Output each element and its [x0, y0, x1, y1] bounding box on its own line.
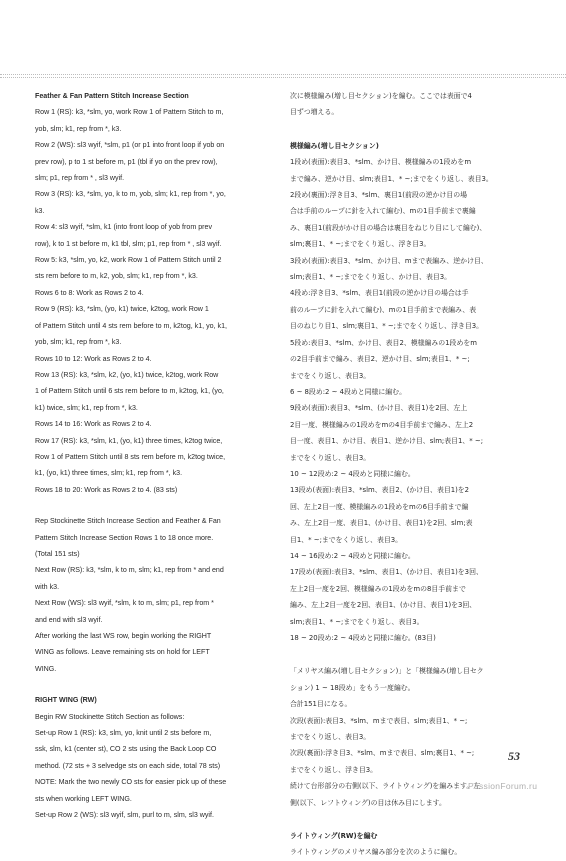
text-line: Rows 6 to 8: Work as Rows 2 to 4.	[35, 288, 144, 297]
text-line: Row 1 of Pattern Stitch until 8 sts rem before m, k2tog twice,	[35, 452, 226, 461]
text-line: Set-up Row 2 (WS): sl3 wyif, slm, purl to m, slm, sl3 wyif.	[35, 811, 214, 820]
text-line: of Pattern Stitch until 4 sts rem before to m, k2tog, k1, yo, k1,	[35, 321, 228, 330]
text-line: 10 ~ 12段め:2 ~ 4段めと同様に編む。	[290, 469, 415, 478]
text-line: 1 of Pattern Stitch until 6 sts rem before to m, k2tog, k1, (yo,	[35, 387, 224, 396]
text-line: sts when working LEFT WING.	[35, 794, 132, 803]
text-line: slm; p1, rep from * , sl3 wyif.	[35, 174, 125, 183]
text-line: 13段め(表面):表目3、*slm、表目2、(かけ目、表目1)を2	[290, 486, 470, 495]
jp-right-wing-instructions	[290, 844, 540, 860]
text-line: 4段め:浮き目3、*slm、表目1(前段の逆かけ目の場合は手	[290, 289, 469, 298]
text-line: 2段め(裏面):浮き目3、*slm、裏目1(前段の逆かけ目の場	[290, 191, 468, 200]
text-line: 次に模様編み(増し目セクション)を編む。ここでは表面で4	[290, 92, 472, 100]
text-line: 17段め(表面):表目3、*slm、表目1、(かけ目、表目1)を3回、	[290, 568, 483, 577]
text-line: Next Row (RS): k3, *slm, k to m, slm; k1, rep from * and end	[35, 566, 224, 575]
text-line: slm;表目1、* ~;までをくり返し、表目3。	[290, 617, 424, 626]
section-heading-feather-fan: Feather & Fan Pattern Stitch Increase Section	[35, 92, 189, 100]
text-line: slm;表目1、* ~;までをくり返し、かけ目、表目3。	[290, 273, 452, 282]
text-line: 目一度、表目1、かけ目、表目1、逆かけ目、slm;表目1、* ~;	[290, 437, 484, 446]
text-line: Rows 10 to 12: Work as Rows 2 to 4.	[35, 354, 152, 363]
text-line: ション) 1 ~ 18段め」をもう一度編む。	[290, 683, 415, 692]
feather-fan-instructions	[35, 104, 273, 498]
japanese-column	[290, 88, 540, 861]
text-line: (Total 151 sts)	[35, 549, 80, 558]
text-line: Rows 18 to 20: Work as Rows 2 to 4. (83 sts)	[35, 485, 178, 494]
jp-section-heading-pattern: 模様編み(増し目セクション)	[290, 141, 379, 150]
text-line: Next Row (WS): sl3 wyif, *slm, k to m, slm; p1, rep from *	[35, 599, 214, 608]
text-line: Rows 14 to 16: Work as Rows 2 to 4.	[35, 420, 152, 429]
text-line: 合計151目になる。	[290, 700, 352, 709]
text-line: Row 9 (RS): k3, *slm, (yo, k1) twice, k2tog, work Row 1	[35, 305, 209, 314]
text-line: Row 2 (WS): sl3 wyif, *slm, p1 (or p1 into front loop if yob on	[35, 141, 225, 150]
text-line: yob, slm; k1, rep from *, k3.	[35, 338, 122, 347]
text-line: k1, (yo, k1) three times, slm; k1, rep from *, k3.	[35, 469, 183, 478]
text-line: ライトウィングのメリヤス編み部分を次のように編む。	[290, 848, 462, 857]
text-line: Row 5: k3, *slm, yo, k2, work Row 1 of Pattern Stitch until 2	[35, 256, 222, 265]
jp-section-heading-right-wing: ライトウィング(RW)を編む	[290, 832, 378, 841]
text-line: Rep Stockinette Stitch Increase Section and Feather & Fan	[35, 517, 221, 526]
page-number: 53	[508, 749, 520, 763]
text-line: prev row), p to 1 st before m, p1 (tbl if yo on the prev row),	[35, 157, 218, 166]
watermark-text: PassionForum.ru	[468, 781, 538, 791]
text-line: slm;裏目1、* ~;までをくり返し、浮き目3。	[290, 240, 431, 249]
text-line: Begin RW Stockinette Stitch Section as follows:	[35, 712, 185, 721]
text-line: Row 13 (RS): k3, *slm, k2, (yo, k1) twice, k2tog, work Row	[35, 370, 219, 379]
text-line: 18 ~ 20段め:2 ~ 4段めと同様に編む。(83目)	[290, 634, 436, 642]
text-line: 合は手前のループに針を入れて編む)、mの1目手前まで裏編	[290, 207, 476, 216]
text-line: 6 ~ 8段め:2 ~ 4段めと同様に編む。	[290, 387, 406, 396]
right-wing-instructions	[35, 709, 273, 824]
text-line: ssk, slm, k1 (center st), CO 2 sts using the Back Loop CO	[35, 745, 217, 754]
text-line: 側(以下、レフトウィング)の目は休み目にします。	[290, 798, 446, 807]
text-line: 目1、* ~;までをくり返し、表目3。	[290, 535, 403, 544]
text-line: WING.	[35, 664, 57, 673]
text-line: 次段(表面):表目3、*slm、mまで表目、slm;表目1、* ~;	[290, 716, 468, 725]
text-line: 回、左上2目一度、模様編みの1段めをmの6目手前まで編	[290, 502, 469, 511]
text-line: sts rem before to m, k2, yob, slm; k1, rep from *, k3.	[35, 272, 198, 281]
text-line: までをくり返し、表目3。	[290, 371, 371, 380]
text-line: 9段め(表面):表目3、*slm、(かけ目、表目1)を2回、左上	[290, 404, 468, 413]
text-line: Row 17 (RS): k3, *slm, k1, (yo, k1) three times, k2tog twice,	[35, 436, 223, 445]
text-line: 続けて台形部分の右側(以下、ライトウィング)を編みます。左	[290, 782, 481, 791]
text-line: 5段め:表目3、*slm、かけ目、表目2、模様編みの1段めをm	[290, 338, 477, 347]
text-line: までをくり返し、表目3。	[290, 453, 371, 462]
text-line: 前のループに針を入れて編む)、mの1目手前まで表編み、表	[290, 305, 477, 314]
text-line: 目ずつ増える。	[290, 108, 339, 117]
text-line: k1) twice, slm; k1, rep from *, k3.	[35, 403, 138, 412]
text-line: 1段め(表面):表目3、*slm、かけ目、模様編みの1段めをm	[290, 158, 472, 167]
top-dotted-rule-2	[0, 77, 566, 78]
text-line: 編み、左上2目一度を2回、表目1、(かけ目、表目1)を3回、	[290, 601, 477, 610]
text-line: の2目手前まで編み、表目2、逆かけ目、slm;表目1、* ~;	[290, 355, 470, 364]
text-line: までをくり返し、浮き目3。	[290, 765, 378, 774]
text-line: yob, slm; k1, rep from *, k3.	[35, 124, 122, 133]
text-line: with k3.	[35, 582, 60, 591]
text-line: and end with sl3 wyif.	[35, 615, 103, 624]
text-line: row), k to 1 st before m, k1 tbl, slm; p1, rep from * , sl3 wyif.	[35, 239, 222, 248]
text-line: Pattern Stitch Increase Section Rows 1 to 18 once more.	[35, 533, 214, 542]
text-line: まで編み、逆かけ目、slm;表目1、* ~;までをくり返し、表目3。	[290, 174, 493, 183]
text-line: までをくり返し、表目3。	[290, 733, 371, 742]
text-line: 左上2目一度を2回、模様編みの1段めをmの8目手前まで	[290, 584, 466, 593]
text-line: WING as follows. Leave remaining sts on hold for LEFT	[35, 648, 210, 657]
jp-intro	[290, 88, 540, 121]
jp-pattern-instructions	[290, 154, 540, 646]
text-line: NOTE: Mark the two newly CO sts for easier pick up of these	[35, 778, 227, 787]
text-line: Row 3 (RS): k3, *slm, yo, k to m, yob, slm; k1, rep from *, yo,	[35, 190, 226, 199]
text-line: み、裏目1(前段がかけ目の場合は裏目をねじり目にして編む)、	[290, 223, 487, 232]
text-line: method. (72 sts + 3 selvedge sts on each side, total 78 sts)	[35, 761, 221, 770]
text-line: k3.	[35, 206, 45, 215]
text-line: み、左上2目一度、表目1、(かけ目、表目1)を2回、slm;表	[290, 519, 473, 528]
text-line: Set-up Row 1 (RS): k3, slm, yo, knit until 2 sts before m,	[35, 729, 212, 738]
text-line: 2目一度、模様編みの1段めをmの4目手前まで編み、左上2	[290, 420, 474, 429]
text-line: 3段め(表面):表目3、*slm、かけ目、mまで表編み、逆かけ目、	[290, 256, 488, 265]
text-line: Row 4: sl3 wyif, *slm, k1 (into front loop of yob from prev	[35, 223, 213, 232]
text-line: 次段(裏面):浮き目3、*slm、mまで表目、slm;裏目1、* ~;	[290, 749, 475, 758]
text-line: After working the last WS row, begin working the RIGHT	[35, 632, 212, 640]
text-line: Row 1 (RS): k3, *slm, yo, work Row 1 of Pattern Stitch to m,	[35, 108, 224, 117]
repeat-and-next-rows-instructions	[35, 513, 273, 677]
text-line: 目のねじり目1、slm;裏目1、* ~;までをくり返し、浮き目3。	[290, 322, 484, 331]
top-dotted-rule	[0, 74, 566, 75]
section-heading-right-wing: RIGHT WING (RW)	[35, 696, 97, 705]
text-line: 14 ~ 16段め:2 ~ 4段めと同様に編む。	[290, 551, 415, 560]
text-line: 「メリヤス編み(増し目セクション)」と「模様編み(増し目セク	[290, 667, 484, 676]
english-column	[35, 88, 273, 823]
